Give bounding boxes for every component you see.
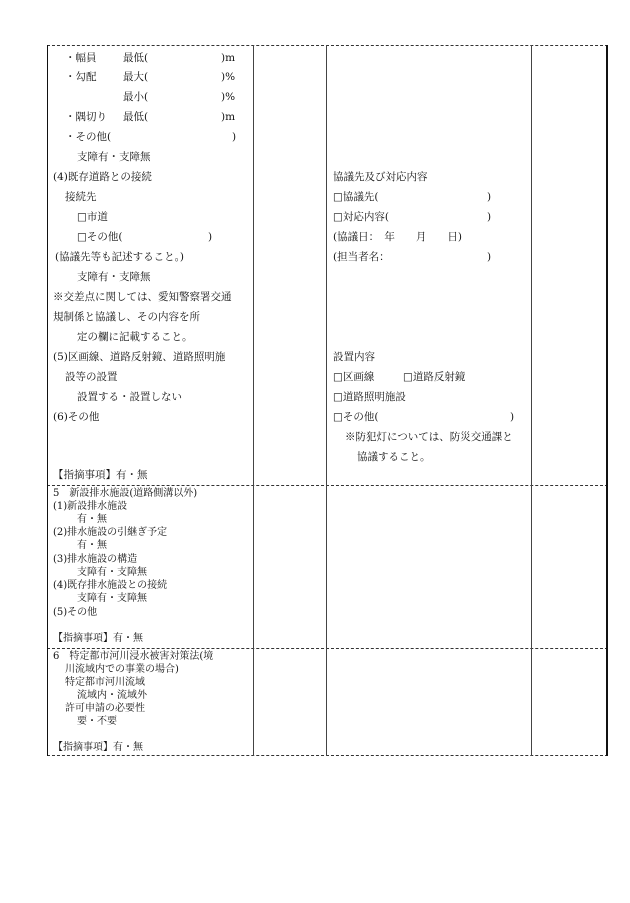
column-divider-1 — [253, 45, 254, 756]
section6-permit-choice: 要・不要 — [77, 716, 117, 727]
table-left-border — [47, 45, 48, 756]
lane-marking-checkbox[interactable]: □区画線 — [333, 371, 375, 383]
police-note-line2: 規制係と協議し、その内容を所 — [53, 311, 200, 323]
section6-title: 6 特定都市河川浸水被害対策法(境 — [53, 651, 214, 662]
table-top-border — [47, 45, 608, 46]
hindrance-choice: 支障有・支障無 — [77, 151, 151, 163]
section5-item3-choice: 支障有・支障無 — [77, 567, 147, 578]
table-bottom-border — [47, 755, 608, 756]
lighting-checkbox[interactable]: □道路照明施設 — [333, 391, 406, 403]
mirror-checkbox[interactable]: □道路反射鏡 — [403, 371, 466, 383]
section5-title: 5 新設排水施設(道路側溝以外) — [53, 488, 198, 499]
slope-min-unit: )% — [221, 91, 236, 103]
consult-title: 協議先及び対応内容 — [333, 171, 428, 183]
section6-basin-choice: 流域内・流域外 — [77, 690, 147, 701]
crime-light-note-line2: 協議すること。 — [357, 451, 431, 463]
section5-item2: (2)排水施設の引継ぎ予定 — [53, 527, 168, 538]
slope-label: ・勾配 — [65, 71, 97, 83]
slope-max-unit: )% — [221, 71, 236, 83]
hindrance-choice-2: 支障有・支障無 — [77, 271, 151, 283]
item5-label-cont: 設等の設置 — [65, 371, 118, 383]
corner-label: ・隅切り — [65, 111, 107, 123]
inspection-table — [47, 45, 608, 756]
row-divider-section6 — [47, 648, 608, 649]
section5-item1: (1)新設排水施設 — [53, 501, 128, 512]
consult-date: (協議日： 年 月 日) — [333, 231, 462, 243]
section5-item1-choice: 有・無 — [77, 514, 107, 525]
install-other-checkbox[interactable]: □その他( — [333, 411, 379, 423]
consultee-close: ) — [487, 191, 492, 203]
section5-item3: (3)排水施設の構造 — [53, 554, 138, 565]
slope-min: 最小( — [123, 91, 149, 103]
section6-findings: 【指摘事項】有・無 — [53, 742, 143, 753]
install-title: 設置内容 — [333, 351, 375, 363]
row-divider-section5 — [47, 485, 608, 486]
other-road-close: ) — [208, 231, 213, 243]
person-in-charge: (担当者名： — [333, 251, 390, 263]
content-close: ) — [487, 211, 492, 223]
content-checkbox[interactable]: □対応内容( — [333, 211, 390, 223]
width-label: ・幅員 — [65, 52, 97, 64]
corner-min: 最低( — [123, 111, 149, 123]
person-close: ) — [487, 251, 492, 263]
section6-title-cont: 川流域内での事業の場合) — [65, 664, 179, 675]
width-min: 最低( — [123, 52, 149, 64]
connect-to-label: 接続先 — [65, 191, 97, 203]
section5-findings: 【指摘事項】有・無 — [53, 633, 143, 644]
table-right-border — [606, 45, 608, 756]
section4-findings: 【指摘事項】有・無 — [53, 469, 148, 481]
consultee-checkbox[interactable]: □協議先( — [333, 191, 379, 203]
corner-unit: )m — [221, 111, 236, 123]
slope-max: 最大( — [123, 71, 149, 83]
section5-item2-choice: 有・無 — [77, 540, 107, 551]
crime-light-note-line1: ※防犯灯については、防災交通課と — [345, 431, 513, 443]
install-choice: 設置する・設置しない — [77, 391, 182, 403]
section5-item4-choice: 支障有・支障無 — [77, 593, 147, 604]
item5-label: (5)区画線、道路反射鏡、道路照明施 — [53, 351, 226, 363]
other-label: ・その他( — [65, 131, 112, 143]
install-other-close: ) — [510, 411, 515, 423]
other-close: ) — [232, 131, 237, 143]
city-road-checkbox[interactable]: □市道 — [77, 211, 108, 223]
item4-label: (4)既存道路との接続 — [53, 171, 152, 183]
column-divider-3 — [531, 45, 532, 756]
other-road-checkbox[interactable]: □その他( — [77, 231, 123, 243]
item6-label: (6)その他 — [53, 411, 100, 423]
section6-permit-label: 許可申請の必要性 — [65, 703, 145, 714]
width-unit: )m — [221, 52, 236, 64]
police-note-line3: 定の欄に記載すること。 — [77, 331, 193, 343]
section5-item4: (4)既存排水施設との接続 — [53, 580, 168, 591]
section5-item5: (5)その他 — [53, 607, 98, 618]
section6-basin-label: 特定都市河川流域 — [65, 677, 145, 688]
consult-note: (協議先等も記述すること。) — [55, 251, 184, 263]
column-divider-2 — [326, 45, 327, 756]
police-note-line1: ※交差点に関しては、愛知警察署交通 — [53, 291, 232, 303]
